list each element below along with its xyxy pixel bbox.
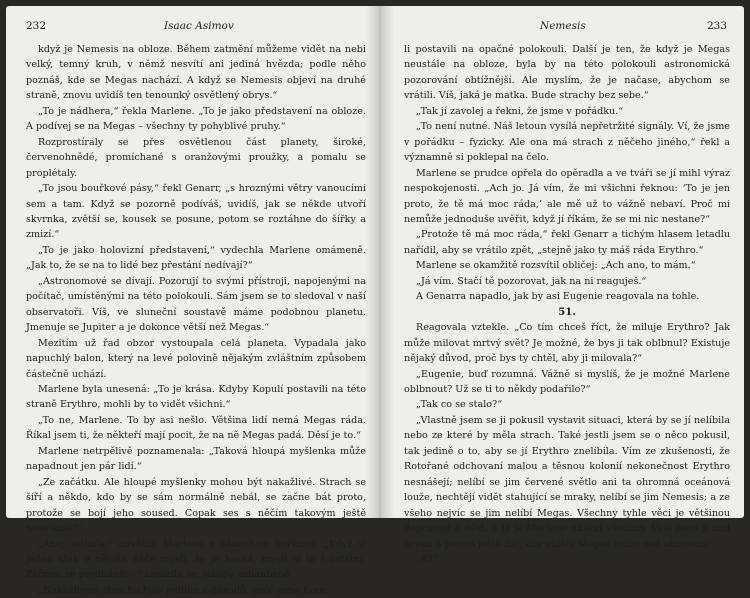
right-page <box>382 6 744 565</box>
paragraph: když je Nemesis na obloze. Během zatmění můžeme vidět na nebi velký, temný kruh, v němž nesvítí ani jediná hvězda; podle něho poznáš, kde se Megas nachází. A když se Nemesis objeví na druhé straně, znovu uvidíš ten tenounký osvětlený obrys.“ <box>26 44 366 102</box>
paragraph: „To je nádhera,“ řekla Marlene. „To je jako představení na obloze. A podívej se na Megas – všechny ty pohyblivé pruhy.“ <box>26 105 366 133</box>
paragraph: Marlene se prudce opřela do opěradla a ve tváři se jí mihl výraz nespokojenosti. „Ach jo. Já vím, že mi všichni řeknou: ‘To je jen proto, že tě má moc ráda,’ ale mě už to vážně nebaví. Proč mi nemůže jednoduše uvěřit, když jí říkám, že se mi nic nestane?“ <box>404 167 730 225</box>
right-running-head: Nemesis <box>540 20 586 32</box>
paragraph: „Astronomové se dívají. Pozorují to svými přístroji, napojenými na počítač, umístěnými na této polokouli. Sám jsem se to sledoval v naší observatoři. Víš, ve sluneční soustavě máme podobnou planetu. Jmenuje se Jupiter a je dokonce větší než Megas.“ <box>26 275 366 334</box>
paragraph: „Vlastně jsem se ji pokusil vystavit situaci, která by se jí nelíbila nebo ze které by měla strach. Také jestli jsem se o něco pokusil, tak jedině o to, aby se jí Erythro znelíbila. Vím ze zkušenosti, že Rotořané odchovaní malou a těsnou kolonií nekonečnost Erythro nesnášejí; nelíbí se jim červené světlo ani ta ohromná oceánová louže, nechtějí vidět stahující se mraky, nelíbí se jim Nemesis; a ze všeho nejvíc se jim nelíbí Megas. Všechny tyhle věci je většinou deprimují a děsí. A já je Marlene ukázal všechny. Vzal jsem ji nad oceán a potom ještě dál, aby viděla Megas celou nad obzorem.“ <box>404 414 730 550</box>
paragraph: „Tak co se stalo?“ <box>416 399 503 411</box>
left-running-head: Isaac Asimov <box>164 20 234 32</box>
book-spread <box>6 6 744 596</box>
paragraph: „To ne, Marlene. To by asi nešlo. Většina lidí nemá Megas ráda. Říkal jsem ti, že někteří mají pocit, že na ně Megas padá. Děsí je to.“ <box>26 414 366 442</box>
left-page <box>6 6 378 596</box>
right-page-text <box>404 42 730 567</box>
paragraph: „A?“ <box>416 553 438 565</box>
paragraph: Reagovala vztekle. „Co tím chceš říct, že miluje Erythro? Jak může milovat mrtvý svět? Je možné, že bys ji tak oblbnul? Existuje nějaký důvod, proč bys ty chtěl, aby ji milovala?“ <box>404 322 730 365</box>
paragraph: „To není nutné. Náš letoun vysílá nepřetržité signály. Ví, že jsme v pořádku – fyzicky. Ale ona má strach z něčeho jiného,“ řekl a významně si poklepal na čelo. <box>404 121 730 164</box>
paragraph: „Tak jí zavolej a řekni, že jsme v pořádku.“ <box>416 105 624 117</box>
paragraph: Mezitím už řad obzor vystoupala celá planeta. Vypadala jako napuchlý balon, který na levé polovině nějakým zvláštním způsobem částečně uchází. <box>26 337 366 380</box>
chapter-number: 51. <box>558 306 576 318</box>
paragraph: „Eugenie, buď rozumná. Vážně si myslíš, že je možné Marlene oblbnout? Už se ti to někdy podařilo?“ <box>404 368 730 395</box>
left-page-number: 232 <box>26 20 47 32</box>
paragraph: „To je jako holovizní představení,“ vydechla Marlene omámeně. „Jak to, že se na to lidé bez přestání nedívají?“ <box>26 244 366 272</box>
paragraph: A Genarra napadlo, jak by asi Eugenie reagovala na tohle. <box>416 291 700 303</box>
right-page-number: 233 <box>707 20 728 32</box>
paragraph: Marlene se okamžitě rozsvítil obličej: „Ach ano, to mám.“ <box>416 260 696 272</box>
paragraph: Marlene netrpělivě poznamenala: „Taková hloupá myšlenka může napadnout jen pár lidí.“ <box>26 445 366 473</box>
paragraph: „Já vím. Stačí tě pozorovat, jak na ni reaguješ.“ <box>416 275 647 287</box>
paragraph: „Nakažlivost strachu byla jedním z důvodů, proč jsme Kopu- <box>38 584 332 596</box>
paragraph: Marlene byla unesená: „To je krása. Kdyby Kopulí postavili na této straně Erythro, mohli by to vidět všichni.“ <box>26 383 366 411</box>
paragraph: li postavili na opačné polokouli. Další je ten, že když je Megas neustále na obloze, byla by na této polokouli astronomická pozorování obtížnější. Ale myslím, že je načase, abychom se vrátili. Víš, jaká je matka. Bude strachy bez sebe.“ <box>404 44 730 102</box>
paragraph: „Ze začátku. Ale hloupé myšlenky mohou být nakažlivé. Strach se šíří a někdo, kdo by se sám normálně nebál, se začne bát proto, protože se bojí jeho soused. Copak ses s něčím takovým ještě nesetkala?“ <box>26 476 366 535</box>
paragraph: „To jsou bouřkové pásy,“ řekl Genarr, „s hroznými větry vanoucími sem a tam. Když se pozorně podíváš, uvidíš, jak se někde utvoří skvrnka, zvětší se, kousek se posune, potom se roztáhne do šířky a zmizí.“ <box>26 183 366 241</box>
paragraph: „Protože tě má moc ráda,“ řekl Genarr a tichým hlasem letadlu nařídil, aby se vrátilo zpět, „stejně jako ty máš ráda Erythro.“ <box>404 229 730 256</box>
paragraph: „Ano, setkala,“ odvětila Marlene s nádechem hořkosti. „Když si jeden kluk o nějaké káče myslí, že je hezká, myslí si to i ostatní. Začnou se předhánět –“ zarazila se, jakoby zahanbeně. <box>26 538 366 581</box>
paragraph: Rozprostíraly se přes osvětlenou část planety, široké, červenohnědé, promíchané s oranžovými proužky, a pomalu se proplétaly. <box>26 136 366 179</box>
left-page-text <box>26 42 366 598</box>
